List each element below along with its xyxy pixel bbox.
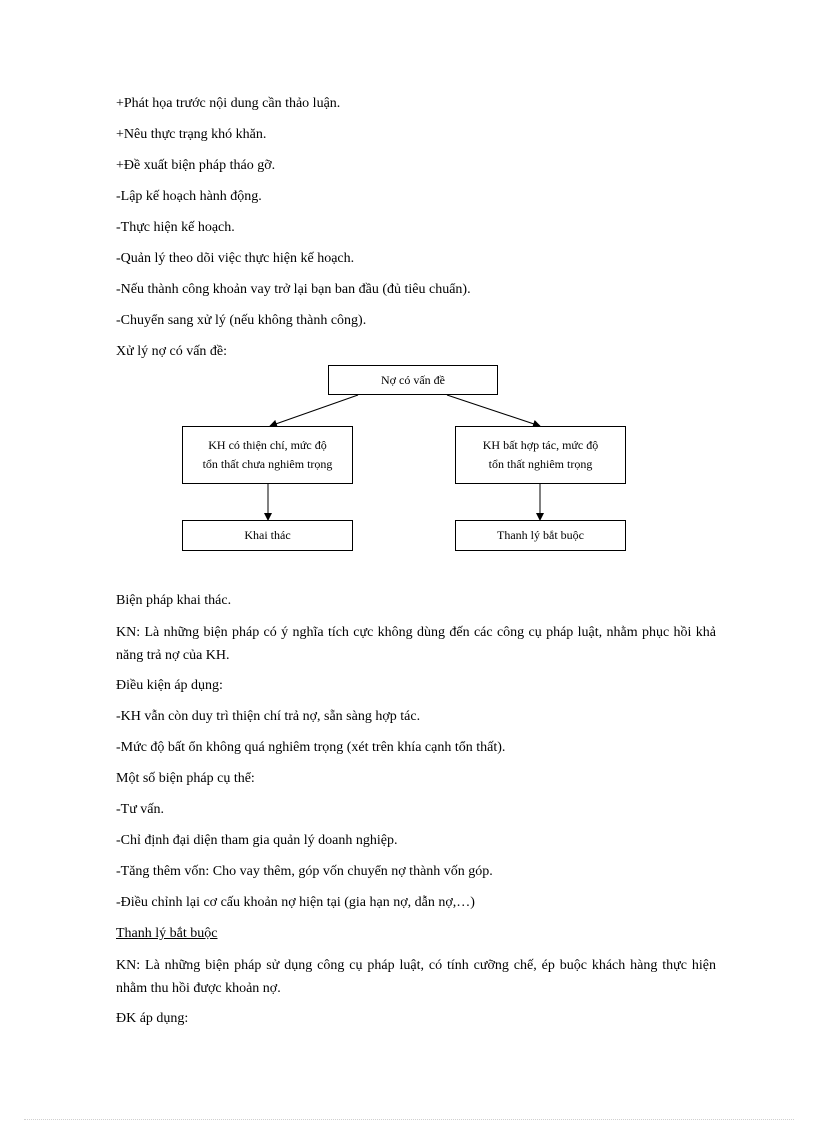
text-line: -KH vẫn còn duy trì thiện chí trả nợ, sẵn sàng hợp tác. xyxy=(116,709,421,724)
definition-paragraph: KN: Là những biện pháp có ý nghĩa tích cực không dùng đến các công cụ pháp luật, nhằm phục hồi khả năng trả nợ của KH. xyxy=(116,625,716,663)
section-heading: Thanh lý bắt buộc xyxy=(116,926,218,941)
arrow-root-left xyxy=(270,395,358,426)
text-line: -Nếu thành công khoản vay trở lại bạn ban đầu (đủ tiêu chuẩn). xyxy=(116,282,471,297)
text-line: -Chuyển sang xử lý (nếu không thành công). xyxy=(116,313,367,328)
diagram-right-label-line2: tổn thất nghiêm trọng xyxy=(488,457,593,471)
definition-paragraph: KN: Là những biện pháp sử dụng công cụ pháp luật, có tính cưỡng chế, ép buộc khách hàng thực hiện nhằm thu hồi được khoản nợ. xyxy=(116,958,716,996)
text-line: -Mức độ bất ổn không quá nghiêm trọng (xét trên khía cạnh tổn thất). xyxy=(116,740,506,755)
text-line: +Phát họa trước nội dung cần thảo luận. xyxy=(116,96,341,111)
text-line: -Điều chỉnh lại cơ cấu khoản nợ hiện tại (gia hạn nợ, dẫn nợ,…) xyxy=(116,895,475,910)
diagram-right-box xyxy=(455,426,626,484)
diagram-left-label-line2: tổn thất chưa nghiêm trọng xyxy=(202,457,333,471)
diagram-left-box xyxy=(182,426,353,484)
text-line: -Tăng thêm vốn: Cho vay thêm, góp vốn chuyển nợ thành vốn góp. xyxy=(116,864,493,879)
text-line: -Chỉ định đại diện tham gia quản lý doanh nghiệp. xyxy=(116,833,398,848)
diagram-right-leaf-box xyxy=(455,520,626,551)
text-line: ĐK áp dụng: xyxy=(116,1011,189,1026)
text-line: -Lập kế hoạch hành động. xyxy=(116,189,262,204)
page-bottom-rule xyxy=(24,1119,794,1120)
diagram-right-label-line1: KH bất hợp tác, mức độ xyxy=(482,438,599,452)
text-line: +Nêu thực trạng khó khăn. xyxy=(116,127,267,142)
text-line: -Quản lý theo dõi việc thực hiện kế hoạch. xyxy=(116,251,355,266)
text-line: +Đề xuất biện pháp tháo gỡ. xyxy=(116,158,276,173)
diagram-root-label: Nợ có vấn đề xyxy=(381,372,445,387)
arrow-root-right xyxy=(447,395,540,426)
diagram-left-leaf-box xyxy=(182,520,353,551)
text-line: Điều kiện áp dụng: xyxy=(116,678,223,693)
text-line: -Thực hiện kế hoạch. xyxy=(116,220,235,235)
text-line: -Tư vấn. xyxy=(116,802,165,817)
diagram-left-label-line1: KH có thiện chí, mức độ xyxy=(208,438,327,452)
section-heading: Biện pháp khai thác. xyxy=(116,593,232,608)
text-line: Một số biện pháp cụ thể: xyxy=(116,771,255,786)
diagram-right-leaf-label: Thanh lý bắt buộc xyxy=(497,528,584,542)
text-line: Xử lý nợ có vấn đề: xyxy=(116,344,228,359)
diagram-root-box xyxy=(328,365,498,395)
diagram-left-leaf-label: Khai thác xyxy=(244,528,291,542)
